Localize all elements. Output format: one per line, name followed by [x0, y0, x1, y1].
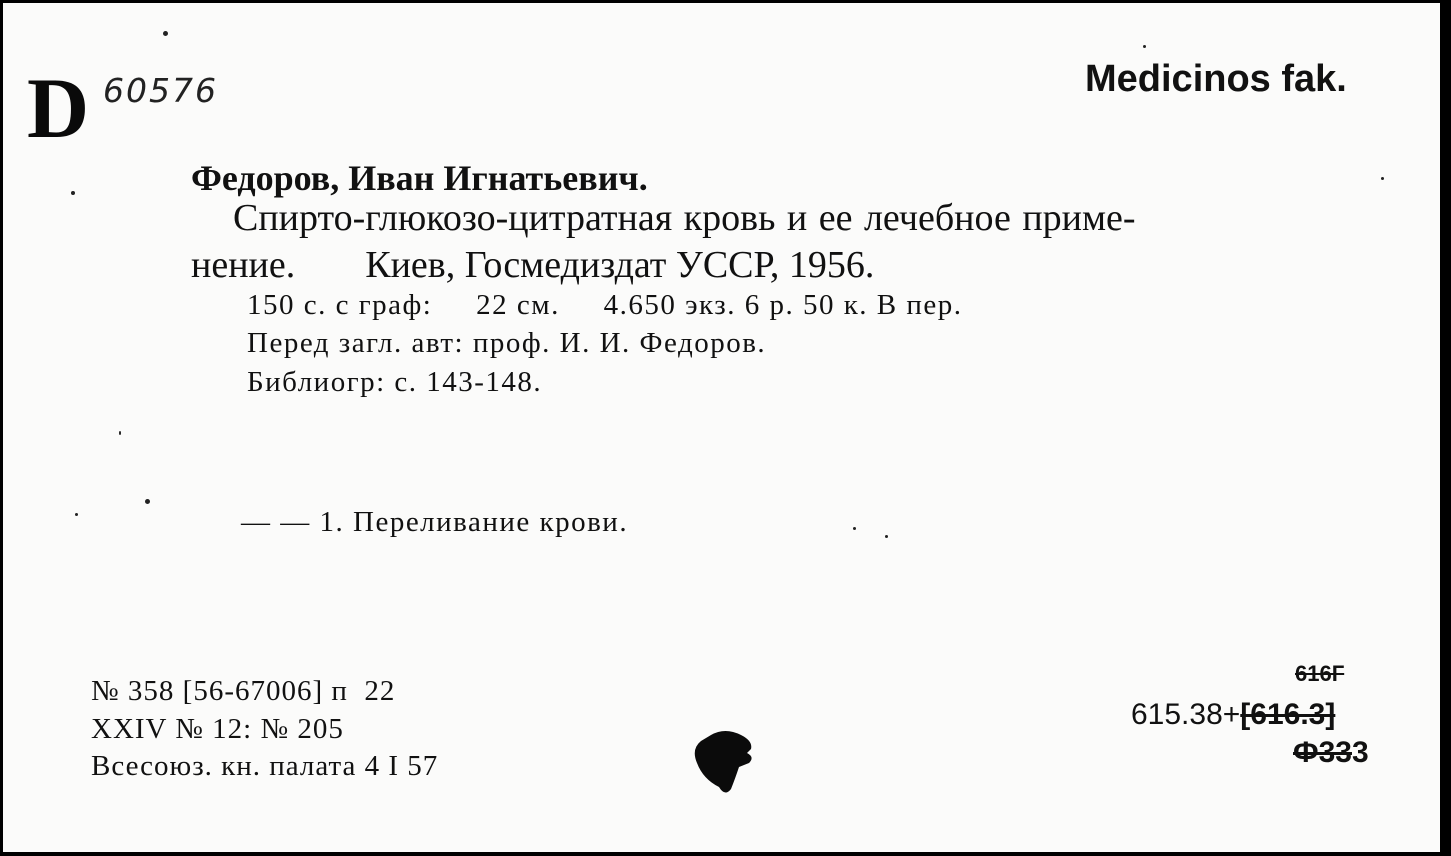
- dust-speck: [853, 527, 856, 530]
- author-heading: Федоров, Иван Игнатьевич.: [191, 158, 648, 198]
- author-note: Перед загл. авт: проф. И. И. Федоров.: [247, 327, 767, 359]
- dust-speck: [1143, 45, 1146, 48]
- crossed-class-bottom-struck: Ф33: [1293, 736, 1352, 769]
- title-line-2-part-a: нение.: [191, 244, 296, 286]
- title-line-2: [191, 243, 874, 287]
- faculty-stamp: Medicinos fak.: [1085, 58, 1347, 100]
- card-number-line: № 358 [56-67006] п 22: [91, 675, 396, 707]
- dust-speck: [119, 431, 121, 435]
- chamber-line: Всесоюз. кн. палата 4 I 57: [91, 750, 439, 782]
- dust-speck: [71, 191, 75, 195]
- dust-speck: [1381, 177, 1384, 180]
- crossed-class-bottom-tail: 3: [1351, 736, 1369, 769]
- library-logo-letter: D: [27, 60, 90, 156]
- catalog-card: [3, 3, 1440, 852]
- physical-description: 150 с. с граф: 22 см. 4.650 экз. 6 р. 50 к. В пер.: [247, 289, 963, 321]
- dust-speck: [163, 31, 168, 36]
- dust-speck: [145, 499, 150, 504]
- registry-line: XXIV № 12: № 205: [91, 713, 344, 745]
- imprint: Киев, Госмедиздат УССР, 1956.: [365, 244, 875, 286]
- subject-heading: — — 1. Переливание крови.: [241, 506, 629, 538]
- bibliography-note: Библиогр: с. 143-148.: [247, 366, 543, 398]
- classification-prefix: 615.38+: [1131, 698, 1241, 731]
- crossed-class-top: 616Г: [1295, 661, 1345, 686]
- title-line-1: Спирто-глюкозо-цитратная кровь и ее лечебное приме-: [233, 197, 1136, 239]
- ink-blot-icon: [691, 727, 761, 799]
- dust-speck: [75, 513, 78, 516]
- crossed-class-bracket: [616.3]: [1240, 698, 1336, 731]
- handwritten-inventory-number: 60576: [103, 71, 218, 110]
- dust-speck: [885, 535, 888, 538]
- classification-code: [1131, 698, 1335, 732]
- crossed-class-bottom: [1293, 736, 1369, 770]
